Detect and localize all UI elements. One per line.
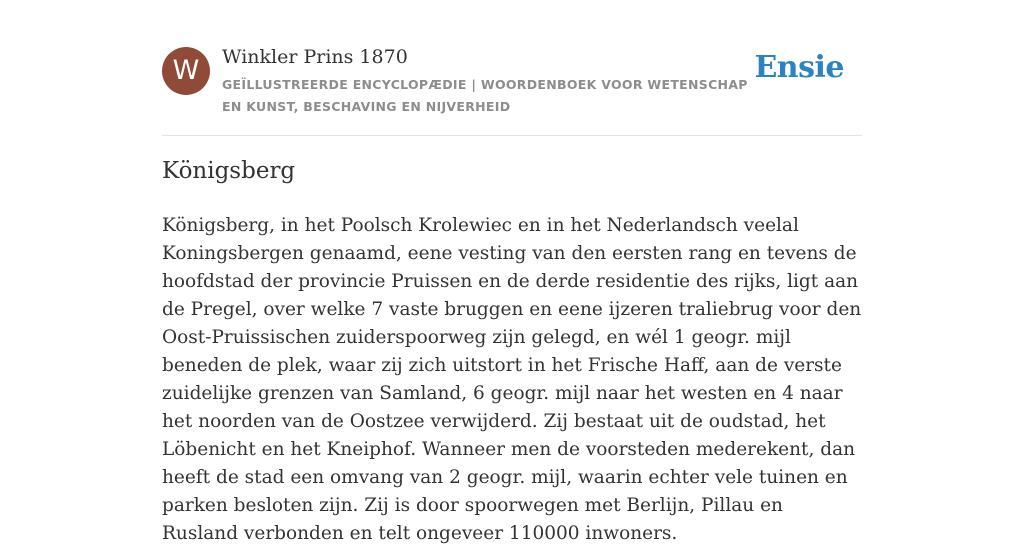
ensie-logo[interactable]: Ensie <box>754 50 844 85</box>
entry-body: Königsberg, in het Poolsch Krolewiec en in het Nederlandsch veelal Koningsbergen genaamd, eene vesting van den eersten rang en tevens de hoofdstad der provincie Pruissen en de derde residentie des rijks, ligt aan de Pregel, over welke 7 vaste bruggen en eene ijzeren traliebrug voor den Oost-Pruissischen zuiderspoorweg zijn gelegd, en wél 1 geogr. mijl beneden de plek, waar zij zich uitstort in het Frische Haff, aan de verste zuidelijke grenzen van Samland, 6 geogr. mijl naar het westen en 4 naar het noorden van de Oostzee verwijderd. Zij bestaat uit de oudstad, het Löbenicht en het Kneiphof. Wanneer men de voorsteden mederekent, dan heeft de stad een omvang van 2 geogr. mijl, waarin echter vele tuinen en parken besloten zijn. Zij is door spoorwegen met Berlijn, Pillau en Rusland verbonden en telt ongeveer 110000 inwoners. <box>162 215 862 544</box>
source-subtitle: GEÏLLUSTREERDE ENCYCLOPÆDIE | WOORDENBOEK VOOR WETENSCHAP EN KUNST, BESCHAVING EN NIJVERHEID <box>222 77 748 114</box>
entry-title: Königsberg <box>162 158 296 184</box>
source-header <box>162 44 862 136</box>
source-title[interactable]: Winkler Prins 1870 <box>222 46 408 68</box>
source-avatar[interactable]: W <box>162 47 210 95</box>
